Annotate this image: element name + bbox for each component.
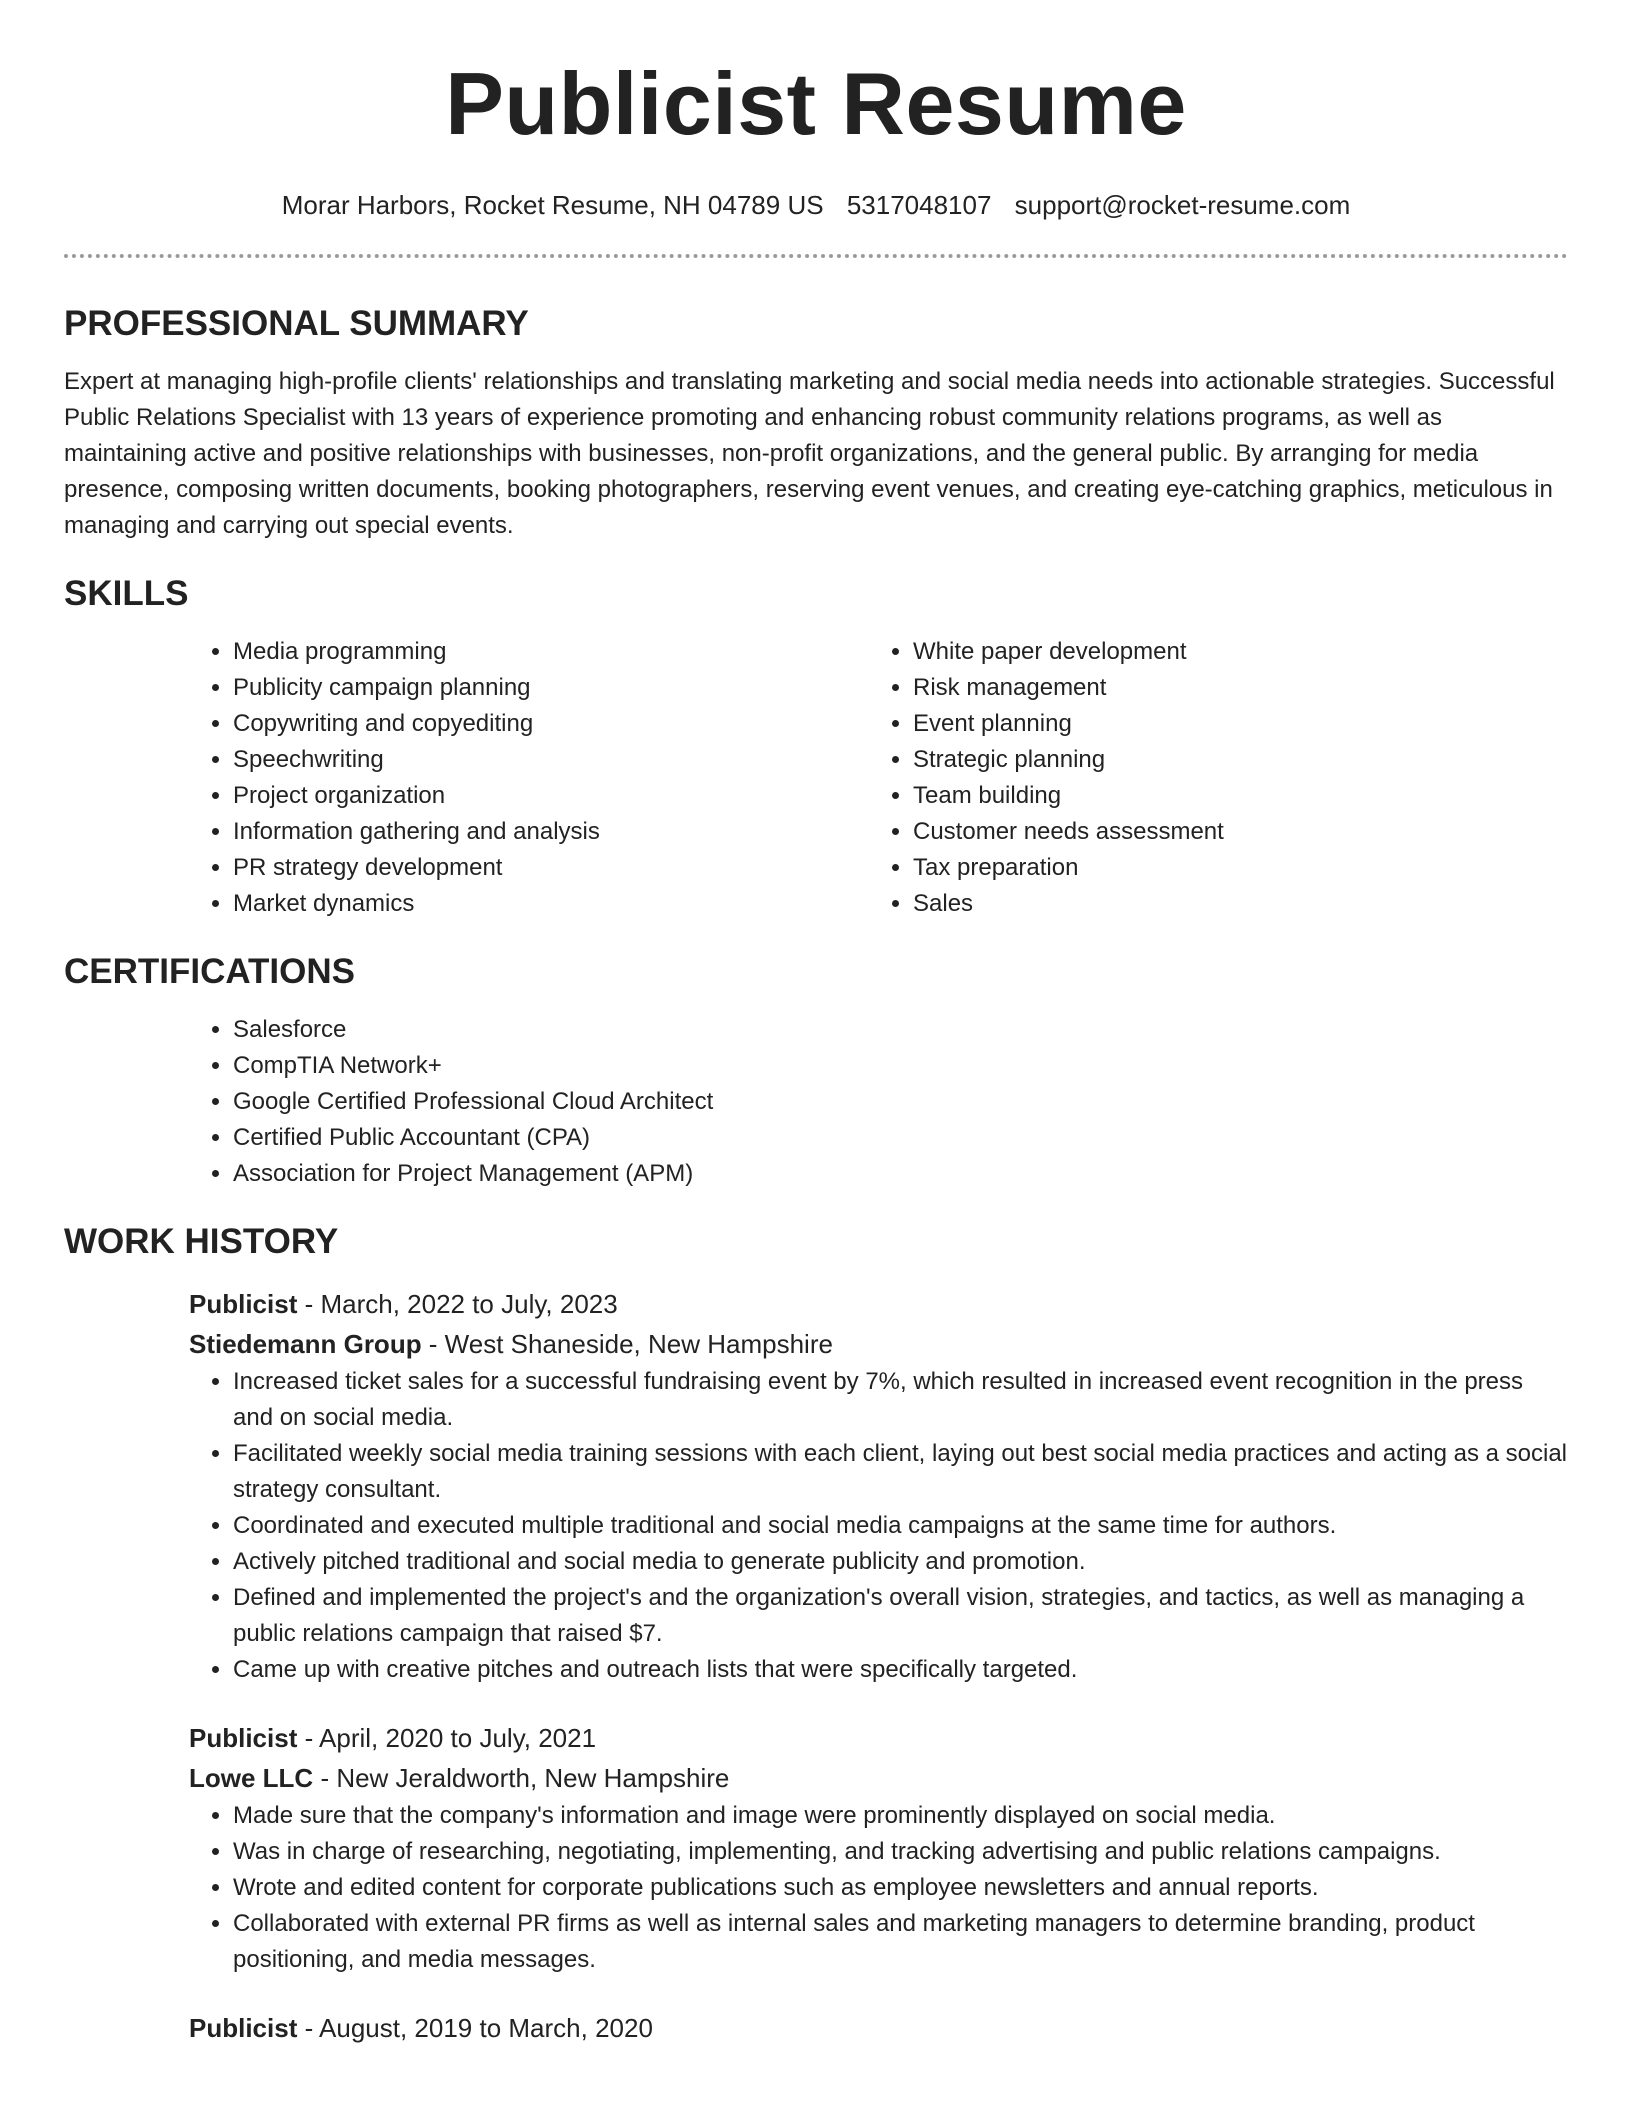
job-company: Stiedemann Group bbox=[189, 1329, 422, 1359]
job-dates: - March, 2022 to July, 2023 bbox=[297, 1289, 618, 1319]
certification-item: • Google Certified Professional Cloud Architect bbox=[233, 1084, 1568, 1120]
job-bullet: • Wrote and edited content for corporate publications such as employee newsletters and annual reports. bbox=[233, 1870, 1568, 1906]
skill-item: • Information gathering and analysis bbox=[233, 814, 869, 850]
skill-item: • Copywriting and copyediting bbox=[233, 706, 869, 742]
skill-item: • Customer needs assessment bbox=[913, 814, 1549, 850]
skill-item: • PR strategy development bbox=[233, 850, 869, 886]
job-title: Publicist bbox=[189, 1289, 298, 1319]
skill-item: • Speechwriting bbox=[233, 742, 869, 778]
job-bullet: • Came up with creative pitches and outreach lists that were specifically targeted. bbox=[233, 1652, 1568, 1688]
certification-item: • Association for Project Management (APM) bbox=[233, 1156, 1568, 1192]
job-location: - New Jeraldworth, New Hampshire bbox=[313, 1763, 730, 1793]
summary-text: Expert at managing high-profile clients' relationships and translating marketing and social media needs into actionable strategies. Successful Public Relations Specialist with 13 years of experience promoting and enhancing robust community relations programs, as well as maintaining active and positive relationships with businesses, non-profit organizations, and the general public. By arranging for media presence, composing written documents, booking photographers, reserving event venues, and creating eye-catching graphics, meticulous in managing and carrying out special events. bbox=[64, 368, 1555, 539]
job-location: - West Shaneside, New Hampshire bbox=[421, 1329, 833, 1359]
job-company-line bbox=[189, 1758, 1568, 1798]
skill-item: • Publicity campaign planning bbox=[233, 670, 869, 706]
job-bullet: • Made sure that the company's information and image were prominently displayed on social media. bbox=[233, 1798, 1568, 1834]
work-history-heading: WORK HISTORY bbox=[64, 1222, 339, 1261]
certification-item: • CompTIA Network+ bbox=[233, 1048, 1568, 1084]
certifications-heading: CERTIFICATIONS bbox=[64, 952, 356, 991]
skills-grid bbox=[189, 634, 1568, 922]
skill-item: • Tax preparation bbox=[913, 850, 1549, 886]
job-title-line bbox=[189, 1718, 1568, 1758]
job-bullet: • Coordinated and executed multiple traditional and social media campaigns at the same time for authors. bbox=[233, 1508, 1568, 1544]
skill-item: • Team building bbox=[913, 778, 1549, 814]
job-company: Lowe LLC bbox=[189, 1763, 314, 1793]
job-bullet-list bbox=[189, 1798, 1568, 1978]
job-entry bbox=[189, 1284, 1568, 1688]
contact-line bbox=[0, 190, 1632, 220]
skill-item: • Market dynamics bbox=[233, 886, 869, 922]
certifications-list-wrap bbox=[189, 1012, 1568, 1192]
job-company-line bbox=[189, 1324, 1568, 1364]
skill-item: • White paper development bbox=[913, 634, 1549, 670]
skill-item: • Event planning bbox=[913, 706, 1549, 742]
certification-item: • Salesforce bbox=[233, 1012, 1568, 1048]
contact-phone: 5317048107 bbox=[846, 190, 992, 220]
job-title-line bbox=[189, 2008, 1568, 2048]
job-bullet: • Increased ticket sales for a successful fundraising event by 7%, which resulted in increased event recognition in the press and on social media. bbox=[233, 1364, 1568, 1436]
job-bullet: • Collaborated with external PR firms as well as internal sales and marketing managers to determine branding, product positioning, and media messages. bbox=[233, 1906, 1568, 1978]
certification-item: • Certified Public Accountant (CPA) bbox=[233, 1120, 1568, 1156]
contact-email: support@rocket-resume.com bbox=[1014, 190, 1351, 220]
job-bullet: • Was in charge of researching, negotiating, implementing, and tracking advertising and public relations campaigns. bbox=[233, 1834, 1568, 1870]
summary-heading: PROFESSIONAL SUMMARY bbox=[64, 304, 529, 343]
header-divider bbox=[64, 254, 1568, 258]
job-bullet: • Facilitated weekly social media training sessions with each client, laying out best social media practices and acting as a social strategy consultant. bbox=[233, 1436, 1568, 1508]
skill-item: • Risk management bbox=[913, 670, 1549, 706]
job-entry bbox=[189, 1718, 1568, 1978]
skill-item: • Sales bbox=[913, 886, 1549, 922]
certifications-section bbox=[64, 952, 1568, 1192]
contact-address: Morar Harbors, Rocket Resume, NH 04789 US bbox=[281, 190, 824, 220]
job-title: Publicist bbox=[189, 2013, 298, 2043]
skills-heading: SKILLS bbox=[64, 574, 189, 613]
job-entry bbox=[189, 2008, 1568, 2048]
certifications-list bbox=[189, 1012, 1568, 1192]
skill-item: • Media programming bbox=[233, 634, 869, 670]
skills-list-right bbox=[869, 634, 1549, 922]
job-title-line bbox=[189, 1284, 1568, 1324]
skill-item: • Strategic planning bbox=[913, 742, 1549, 778]
skills-column-left bbox=[189, 634, 869, 922]
skills-section bbox=[64, 574, 1568, 922]
skills-list-left bbox=[189, 634, 869, 922]
job-bullet-list bbox=[189, 1364, 1568, 1688]
skills-column-right bbox=[869, 634, 1549, 922]
job-bullet: • Defined and implemented the project's and the organization's overall vision, strategies, and tactics, as well as managing a public relations campaign that raised $7. bbox=[233, 1580, 1568, 1652]
job-dates: - August, 2019 to March, 2020 bbox=[297, 2013, 653, 2043]
skill-item: • Project organization bbox=[233, 778, 869, 814]
job-bullet: • Actively pitched traditional and social media to generate publicity and promotion. bbox=[233, 1544, 1568, 1580]
job-dates: - April, 2020 to July, 2021 bbox=[297, 1723, 597, 1753]
resume-title: Publicist Resume bbox=[445, 54, 1187, 153]
summary-section bbox=[64, 304, 1568, 544]
job-title: Publicist bbox=[189, 1723, 298, 1753]
work-history-section bbox=[64, 1222, 1568, 2048]
